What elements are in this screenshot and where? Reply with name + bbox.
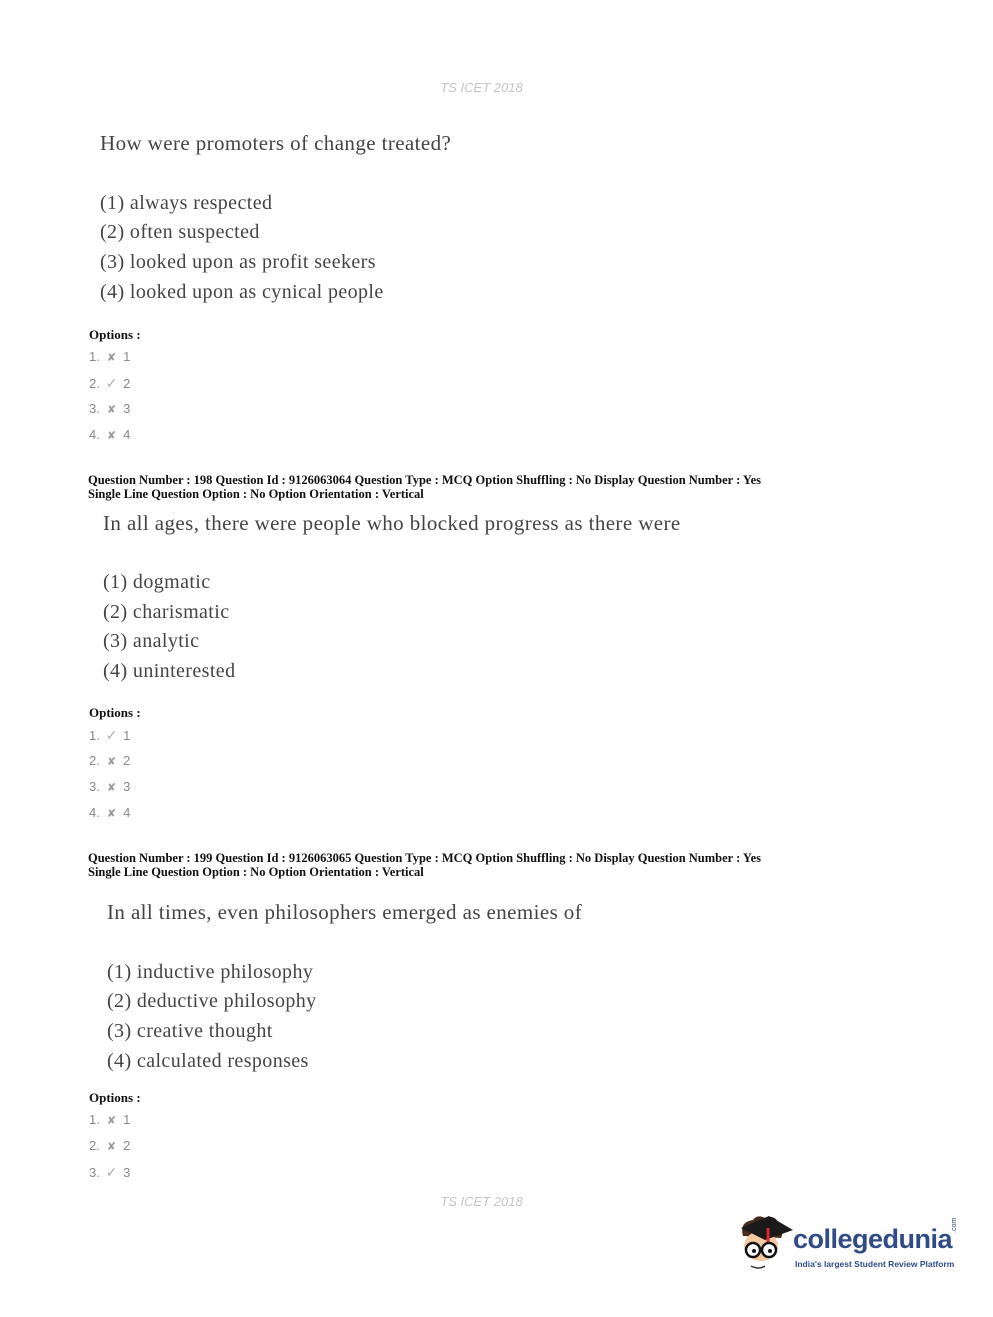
option-row — [89, 727, 130, 744]
options-title: Options : — [89, 327, 141, 342]
answer-choice: (4) calculated responses — [107, 1050, 309, 1072]
option-row — [89, 401, 130, 416]
answer-choice: (4) uninterested — [103, 660, 236, 682]
question-text: In all times, even philosophers emerged as enemies of — [107, 900, 583, 924]
option-number: 3. — [89, 1165, 100, 1180]
option-number: 2. — [89, 376, 100, 391]
option-row — [89, 1138, 130, 1153]
cross-icon: ✘ — [106, 430, 117, 442]
check-icon: ✓ — [105, 375, 118, 391]
option-label: 2 — [123, 753, 131, 768]
cross-icon: ✘ — [106, 404, 117, 416]
answer-choice: (1) always respected — [100, 192, 273, 214]
question-meta: Single Line Question Option : No Option Orientation : Vertical — [88, 865, 424, 879]
option-number: 3. — [89, 401, 100, 416]
option-row — [89, 779, 130, 794]
option-number: 4. — [89, 427, 100, 442]
question-meta: Single Line Question Option : No Option Orientation : Vertical — [88, 487, 424, 501]
option-row — [89, 375, 130, 392]
option-label: 2 — [123, 1138, 131, 1153]
answer-choice: (1) inductive philosophy — [107, 961, 314, 983]
option-number: 2. — [89, 1138, 100, 1153]
question-text: In all ages, there were people who blocked progress as there were — [103, 511, 681, 535]
cross-icon: ✘ — [106, 352, 117, 364]
option-number: 1. — [89, 728, 100, 743]
options-title: Options : — [89, 1090, 141, 1105]
option-row — [89, 753, 130, 768]
option-label: 1 — [123, 349, 131, 364]
collegedunia-logo — [735, 1210, 965, 1285]
mascot-icon — [735, 1210, 795, 1285]
answer-choice: (4) looked upon as cynical people — [100, 281, 384, 303]
option-row — [89, 427, 130, 442]
logo-suffix: .com — [951, 1217, 958, 1233]
option-number: 2. — [89, 753, 100, 768]
option-label: 3 — [123, 1165, 131, 1180]
footer-watermark: TS ICET 2018 — [440, 1194, 523, 1209]
cross-icon: ✘ — [106, 782, 117, 794]
question-meta: Question Number : 199 Question Id : 9126063065 Question Type : MCQ Option Shuffling : No Display Question Number : Yes — [88, 851, 761, 865]
option-label: 2 — [123, 376, 131, 391]
answer-choice: (3) analytic — [103, 630, 200, 652]
option-label: 3 — [123, 401, 131, 416]
option-label: 4 — [123, 805, 131, 820]
option-label: 1 — [123, 728, 131, 743]
question-text: How were promoters of change treated? — [100, 131, 452, 155]
answer-choice: (3) creative thought — [107, 1020, 273, 1042]
cross-icon: ✘ — [106, 1141, 117, 1153]
cross-icon: ✘ — [106, 1115, 117, 1127]
option-row — [89, 805, 130, 820]
check-icon: ✓ — [105, 727, 118, 743]
cross-icon: ✘ — [106, 808, 117, 820]
logo-tagline: India's largest Student Review Platform — [795, 1259, 955, 1269]
option-row — [89, 1164, 130, 1181]
option-row — [89, 349, 130, 364]
option-label: 4 — [123, 427, 131, 442]
option-row — [89, 1112, 130, 1127]
option-label: 3 — [123, 779, 131, 794]
option-number: 1. — [89, 349, 100, 364]
answer-choice: (3) looked upon as profit seekers — [100, 251, 376, 273]
options-title: Options : — [89, 705, 141, 720]
answer-choice: (2) charismatic — [103, 601, 230, 623]
option-number: 4. — [89, 805, 100, 820]
answer-choice: (1) dogmatic — [103, 571, 211, 593]
header-watermark: TS ICET 2018 — [440, 80, 523, 95]
option-label: 1 — [123, 1112, 131, 1127]
cross-icon: ✘ — [106, 756, 117, 768]
logo-brand-text: collegedunia — [793, 1224, 953, 1254]
question-meta: Question Number : 198 Question Id : 9126063064 Question Type : MCQ Option Shuffling : No Display Question Number : Yes — [88, 473, 761, 487]
option-number: 3. — [89, 779, 100, 794]
option-number: 1. — [89, 1112, 100, 1127]
answer-choice: (2) deductive philosophy — [107, 990, 317, 1012]
answer-choice: (2) often suspected — [100, 221, 260, 243]
check-icon: ✓ — [105, 1164, 118, 1180]
